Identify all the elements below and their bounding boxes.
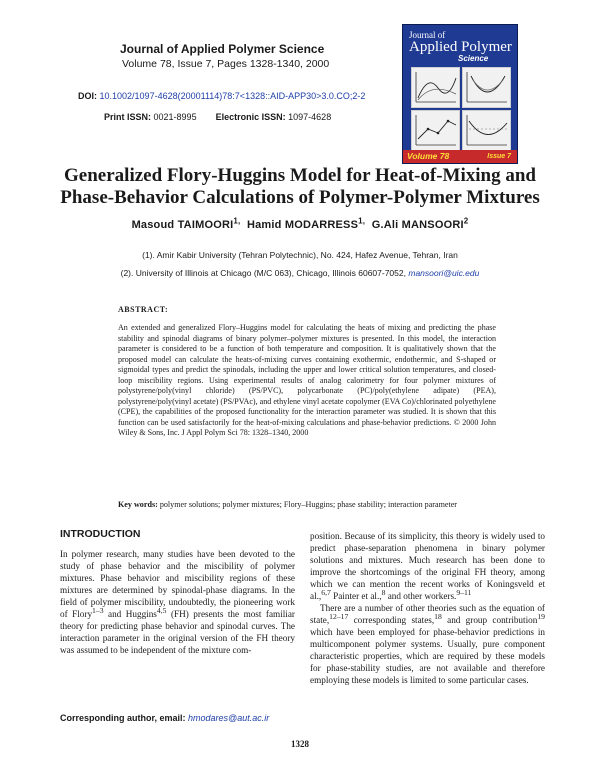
journal-cover-image: [402, 24, 518, 164]
journal-name: Journal of Applied Polymer Science: [120, 42, 325, 56]
affiliation-email-link[interactable]: mansoori@uic.edu: [408, 268, 480, 278]
body-text: and other workers.: [385, 591, 457, 601]
body-text: In polymer research, many studies have been devoted to the study of phase behavior and the miscibility of polymer mixtures. Phase behavior and miscibility regions of these mixtures are determined by spinodal-phase diagrams. In the field of polymer miscibility, undoubtedly, the pioneering work of Flory: [60, 549, 295, 619]
keywords: [118, 500, 496, 511]
citation-ref: 8: [381, 587, 386, 597]
affiliation-2-text: (2). University of Illinois at Chicago (M/C 063), Chicago, Illinois 60607-7052,: [120, 268, 406, 278]
body-text: and group contribution: [441, 615, 538, 625]
cover-title-line1: Journal of: [409, 30, 446, 40]
corresponding-label: Corresponding author, email:: [60, 713, 186, 723]
author-name: Hamid MODARRESS: [246, 219, 359, 231]
body-text: Painter et al.,: [330, 591, 382, 601]
body-column-left: [60, 548, 295, 656]
cover-volume: Volume 78: [407, 151, 450, 161]
cover-panel-1: [411, 67, 460, 108]
section-heading-introduction: INTRODUCTION: [60, 528, 141, 540]
body-text: There are a number of other theories such as the equation of state,: [310, 603, 545, 625]
journal-header: [120, 42, 370, 70]
paper-title-line1: Generalized Flory-Huggins Model for Heat-of-Mixing and: [64, 165, 536, 186]
citation-ref: 1–3: [92, 605, 104, 615]
cover-title-line2: Applied Polymer: [409, 39, 512, 55]
cover-title: [409, 30, 512, 55]
print-issn-label: Print ISSN:: [104, 112, 152, 122]
abstract-text: An extended and generalized Flory–Huggins model for calculating the heats of mixing and predicting the phase stability and spinodal diagrams of binary polymer–polymer mixtures is presented. In this model, the interaction parameter is considered to be a function of both temperature and composition. It is qualitatively shown that the proposed model can calculate the heats-of-mixing curves containing exothermic, endothermic, and S-shaped or sigmoidal types and predict the spinodals, including the upper and lower critical solution temperatures, and closed-loop miscibility regions. Using experimental results of analog calorimetry for four polymer mixtures of polystyrene/poly(vinyl chloride) (PS/PVC), polycarbonate (PC)/poly(ethylene adipate) (PEA), polystyrene/poly(vinyl acetate) (PS/PVAc), and ethylene vinyl acetate copolymer (EVA Co)/chlorinated polyethylene (CPE), the capabilities of the proposed functionality for the interaction parameter was studied. It is shown that this function can be used satisfactorily for the heat-of-mixing calculations and phase-behavior predictions. © 2000 John Wiley & Sons, Inc. J Appl Polym Sci 78: 1328–1340, 2000: [118, 323, 496, 437]
cover-panel-4: [462, 110, 511, 151]
cover-panel-2: [462, 67, 511, 108]
print-issn-value: 0021-8995: [153, 112, 197, 122]
body-text: (FH) presents the most familiar theory for predicting phase behavior and spinodal curves. The interaction parameter in the original version of the FH theory was assumed to be independent of the mixture com-: [60, 609, 295, 655]
affiliation-2: [0, 268, 600, 278]
corresponding-author: [60, 713, 269, 723]
cover-title-line3: Science: [458, 54, 489, 63]
author-affiliation-mark: 1,: [358, 216, 366, 226]
authors-line: [0, 216, 600, 231]
electronic-issn-label: Electronic ISSN:: [215, 112, 286, 122]
citation-ref: 18: [434, 611, 442, 621]
citation-ref: 9–11: [456, 587, 472, 597]
body-text: which have been employed for phase-behavior predictions in multicomponent polymer systems. Usually, pure component characteristic properties, which are required by these models for phase-stability studies, are not available and therefore employing these models is limited to some particular cases.: [310, 627, 545, 685]
corresponding-email-link[interactable]: hmodares@aut.ac.ir: [188, 713, 270, 723]
body-text: corresponding states,: [348, 615, 435, 625]
body-text: and Huggins: [103, 609, 157, 619]
paper-title-line2: Phase-Behavior Calculations of Polymer-Polymer Mixtures: [60, 187, 540, 208]
author-affiliation-mark: 1,: [233, 216, 241, 226]
affiliation-1: (1). Amir Kabir University (Tehran Polytechnic), No. 424, Hafez Avenue, Tehran, Iran: [142, 250, 458, 260]
paper-title: [0, 165, 600, 209]
cover-issue: Issue 7: [487, 153, 511, 160]
doi-label: DOI:: [78, 91, 97, 101]
body-text: position. Because of its simplicity, this theory is widely used to predict phase-separation phenomena in binary polymer solutions and mixtures. Much research has been done to improve the shortcomings of the original FH theory, among which we can mention the recent works of Koningsveld et al.,: [310, 531, 545, 601]
cover-footer: [403, 150, 517, 163]
journal-volume-line: Volume 78, Issue 7, Pages 1328-1340, 2000: [122, 58, 330, 70]
cover-panel-3: [411, 110, 460, 151]
citation-ref: 12–17: [329, 611, 349, 621]
body-column-right: [310, 530, 545, 686]
electronic-issn-value: 1097-4628: [288, 112, 332, 122]
doi-link[interactable]: 10.1002/1097-4628(20001114)78:7<1328::AID-APP30>3.0.CO;2-2: [99, 91, 366, 101]
citation-ref: 19: [537, 611, 545, 621]
author-affiliation-mark: 2: [463, 216, 469, 226]
paragraph: [310, 530, 545, 602]
page-number: 1328: [291, 739, 309, 749]
author-name: G.Ali MANSOORI: [371, 219, 464, 231]
citation-ref: 6,7: [321, 587, 331, 597]
keywords-text: polymer solutions; polymer mixtures; Flory–Huggins; phase stability; interaction parameter: [159, 500, 457, 509]
citation-ref: 4,5: [156, 605, 167, 615]
paragraph: [310, 602, 545, 686]
issn-line: [104, 112, 331, 122]
keywords-label: Key words:: [118, 500, 158, 509]
doi-line: [78, 91, 365, 101]
author-name: Masoud TAIMOORI: [131, 219, 234, 231]
abstract-heading: ABSTRACT:: [118, 305, 169, 314]
cover-figure-grid: [411, 67, 511, 149]
